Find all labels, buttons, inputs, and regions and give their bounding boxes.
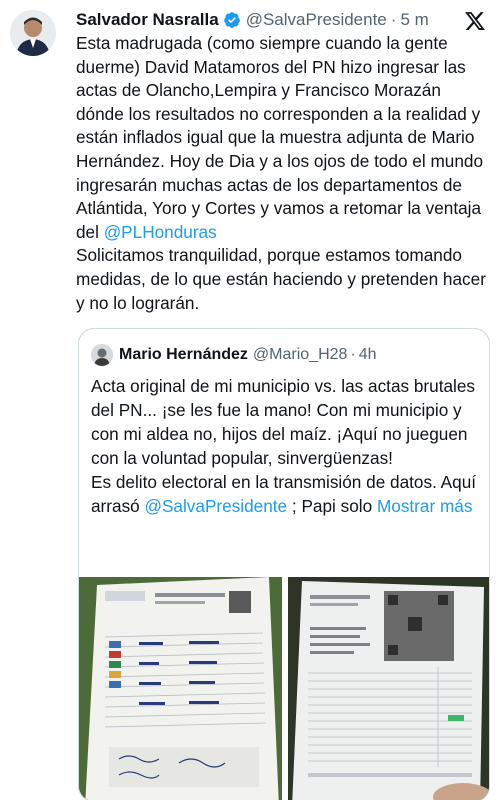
separator-dot: · (390, 10, 397, 29)
x-logo-icon (464, 10, 486, 32)
quoted-tweet[interactable] (78, 328, 490, 800)
quoted-author-avatar[interactable] (91, 344, 113, 366)
quoted-text-mid: ; Papi solo (287, 496, 377, 516)
acta-photo-right[interactable] (288, 577, 490, 800)
acta-photo-left[interactable] (79, 577, 282, 800)
quoted-mention-link[interactable]: @SalvaPresidente (144, 496, 288, 516)
author-name[interactable]: Salvador Nasralla (76, 10, 219, 29)
verified-badge-icon (223, 11, 241, 29)
mention-link[interactable]: @PLHonduras (103, 221, 217, 242)
show-more-link[interactable]: Mostrar más (376, 496, 473, 516)
quoted-tweet-header (91, 343, 481, 367)
quoted-media (79, 577, 490, 800)
tweet-text-end: Solicitamos tranquilidad, porque estamos tomando medidas, de lo que están haciendo y pretenden hacer y no lo lograrán. (76, 245, 486, 313)
tweet-text (76, 32, 490, 315)
author-handle[interactable]: @SalvaPresidente (245, 10, 387, 29)
quoted-author-handle[interactable]: @Mario_H28 (252, 346, 348, 363)
tweet-header (76, 8, 490, 32)
tweet-timestamp[interactable]: 5 m (400, 10, 429, 29)
quoted-author-name[interactable]: Mario Hernández (119, 346, 248, 363)
quoted-tweet-text (91, 374, 483, 518)
tweet-text-main: Esta madrugada (como siempre cuando la gente duerme) David Matamoros del PN hizo ingresar las actas de Olancho,Lempira y Francisco Morazán dónde los resultados no corresponden a la realidad y están inflados igual que la muestra adjunta de Mario Hernández. Hoy de Dia y a los ojos de todo el mundo ingresarán muchas actas de los departamentos de Atlántida, Yoro y Cortes y vamos a retomar la ventaja del (76, 33, 484, 242)
quoted-text-main: Acta original de mi municipio vs. las actas brutales del PN... ¡se les fue la mano! Con mi municipio y con mi aldea no, hijos del maíz. ¡Aquí no jueguen con la voluntad popular, sinvergüenzas! Es delito electoral en la transmisión de datos. Aquí arrasó (91, 376, 477, 516)
author-avatar[interactable] (10, 10, 56, 56)
quoted-timestamp[interactable]: 4h (358, 346, 377, 363)
separator-dot: · (350, 346, 356, 363)
